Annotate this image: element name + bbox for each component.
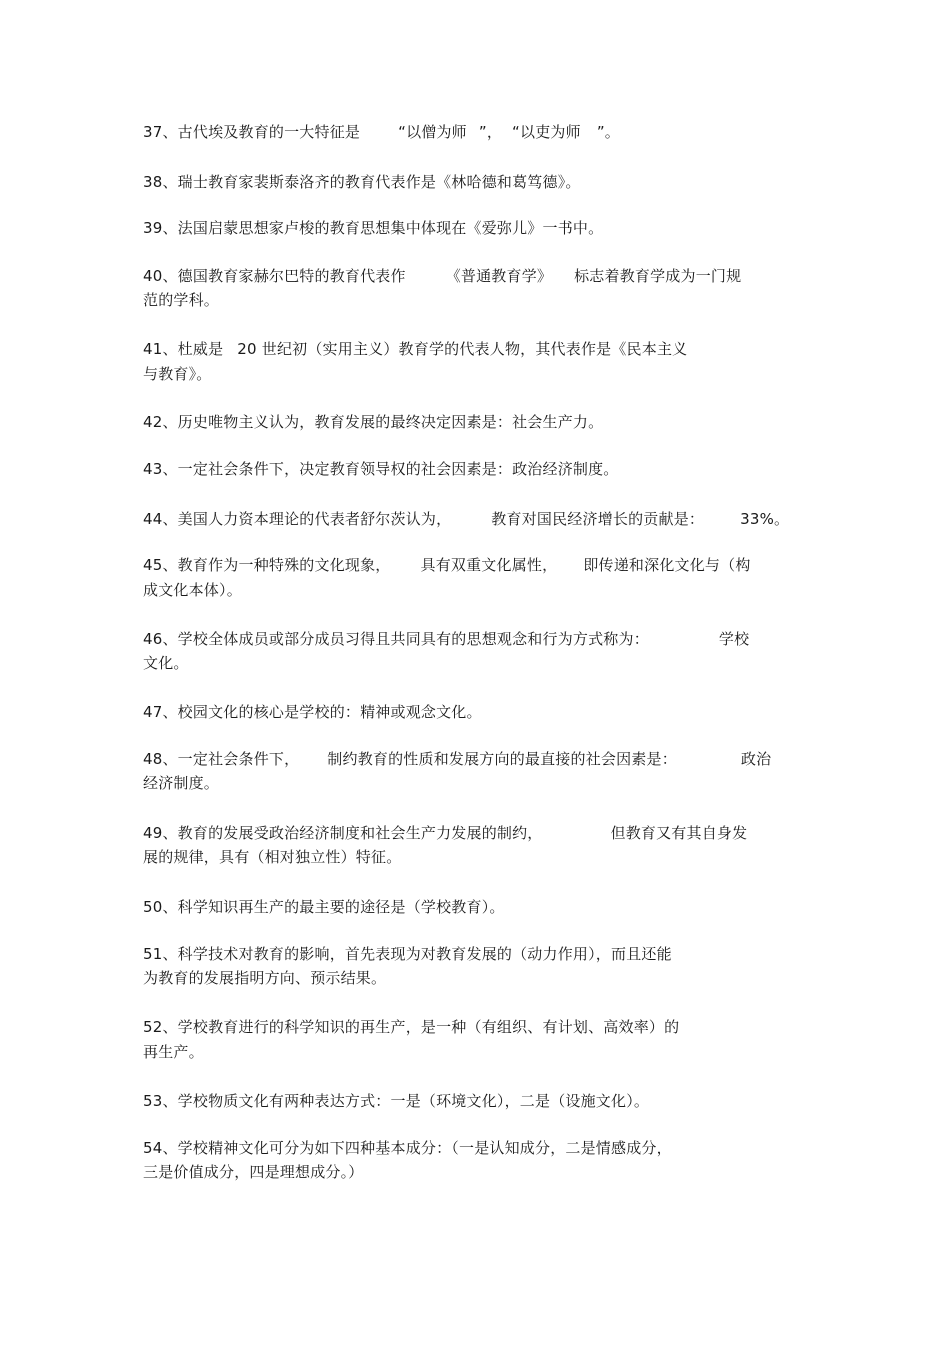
item-37 [143, 120, 620, 144]
item-52-line-2: 再生产。 [143, 1043, 204, 1061]
item-40-text-1: 40、德国教育家赫尔巴特的教育代表作 [143, 267, 406, 285]
item-47: 47、校园文化的核心是学校的：精神或观念文化。 [143, 703, 482, 721]
item-41-text-2: 20 世纪初（实用主义）教育学的代表人物，其代表作是《民本主义 [237, 340, 688, 358]
item-48-text-3: 政治 [740, 750, 772, 768]
item-46-text-2: 学校 [718, 630, 750, 648]
item-40-text-3: 标志着教育学成为一门规 [574, 267, 742, 285]
item-37-quote2: “以吏为师 [512, 123, 581, 141]
item-48-text-1: 48、一定社会条件下， [143, 750, 300, 768]
item-54-line-2: 三是价值成分，四是理想成分。） [143, 1163, 364, 1181]
item-45-line-2: 成文化本体）。 [143, 581, 242, 599]
item-49 [143, 821, 747, 845]
item-49-line-2: 展的规律，具有（相对独立性）特征。 [143, 848, 402, 866]
item-50: 50、科学知识再生产的最主要的途径是（学校教育）。 [143, 898, 505, 916]
item-45-text-3: 即传递和深化文化与（构 [583, 556, 751, 574]
item-38: 38、瑞士教育家裴斯泰洛齐的教育代表作是《林哈德和葛笃德》。 [143, 173, 581, 191]
item-43: 43、一定社会条件下，决定教育领导权的社会因素是：政治经济制度。 [143, 460, 619, 478]
item-40 [143, 264, 741, 288]
item-45-text-1: 45、教育作为一种特殊的文化现象， [143, 556, 391, 574]
item-40-line-2: 范的学科。 [143, 291, 220, 309]
item-52: 52、学校教育进行的科学知识的再生产，是一种（有组织、有计划、高效率）的 [143, 1018, 680, 1036]
item-54: 54、学校精神文化可分为如下四种基本成分：（一是认知成分，二是情感成分， [143, 1139, 672, 1157]
item-42: 42、历史唯物主义认为，教育发展的最终决定因素是：社会生产力。 [143, 413, 604, 431]
item-45 [143, 553, 751, 577]
item-51-line-2: 为教育的发展指明方向、预示结果。 [143, 969, 387, 987]
item-44 [143, 507, 789, 531]
item-49-text-2: 但教育又有其自身发 [610, 824, 748, 842]
item-48-line-2: 经济制度。 [143, 774, 220, 792]
item-44-text-1: 44、美国人力资本理论的代表者舒尔茨认为， [143, 510, 452, 528]
item-46 [143, 627, 749, 651]
item-41-line-2: 与教育》。 [143, 365, 212, 383]
item-37-end: ”。 [596, 123, 620, 141]
item-44-text-3: 33%。 [740, 510, 790, 528]
item-46-line-2: 文化。 [143, 654, 189, 672]
item-45-text-2: 具有双重文化属性， [420, 556, 558, 574]
item-37-quote1: “以僧为师 [398, 123, 467, 141]
item-46-text-1: 46、学校全体成员或部分成员习得且共同具有的思想观念和行为方式称为： [143, 630, 649, 648]
item-37-text: 37、古代埃及教育的一大特征是 [143, 123, 361, 141]
item-44-text-2: 教育对国民经济增长的贡献是： [491, 510, 705, 528]
item-49-text-1: 49、教育的发展受政治经济制度和社会生产力发展的制约， [143, 824, 543, 842]
item-37-sep: ”， [478, 123, 503, 141]
item-39: 39、法国启蒙思想家卢梭的教育思想集中体现在《爱弥儿》一书中。 [143, 219, 604, 237]
item-41-text-1: 41、杜威是 [143, 340, 224, 358]
item-40-text-2: 《普通教育学》 [445, 267, 553, 285]
item-48 [143, 747, 771, 771]
item-41 [143, 337, 687, 361]
item-51: 51、科学技术对教育的影响，首先表现为对教育发展的（动力作用），而且还能 [143, 945, 672, 963]
item-53: 53、学校物质文化有两种表达方式：一是（环境文化），二是（设施文化）。 [143, 1092, 650, 1110]
item-48-text-2: 制约教育的性质和发展方向的最直接的社会因素是： [327, 750, 677, 768]
